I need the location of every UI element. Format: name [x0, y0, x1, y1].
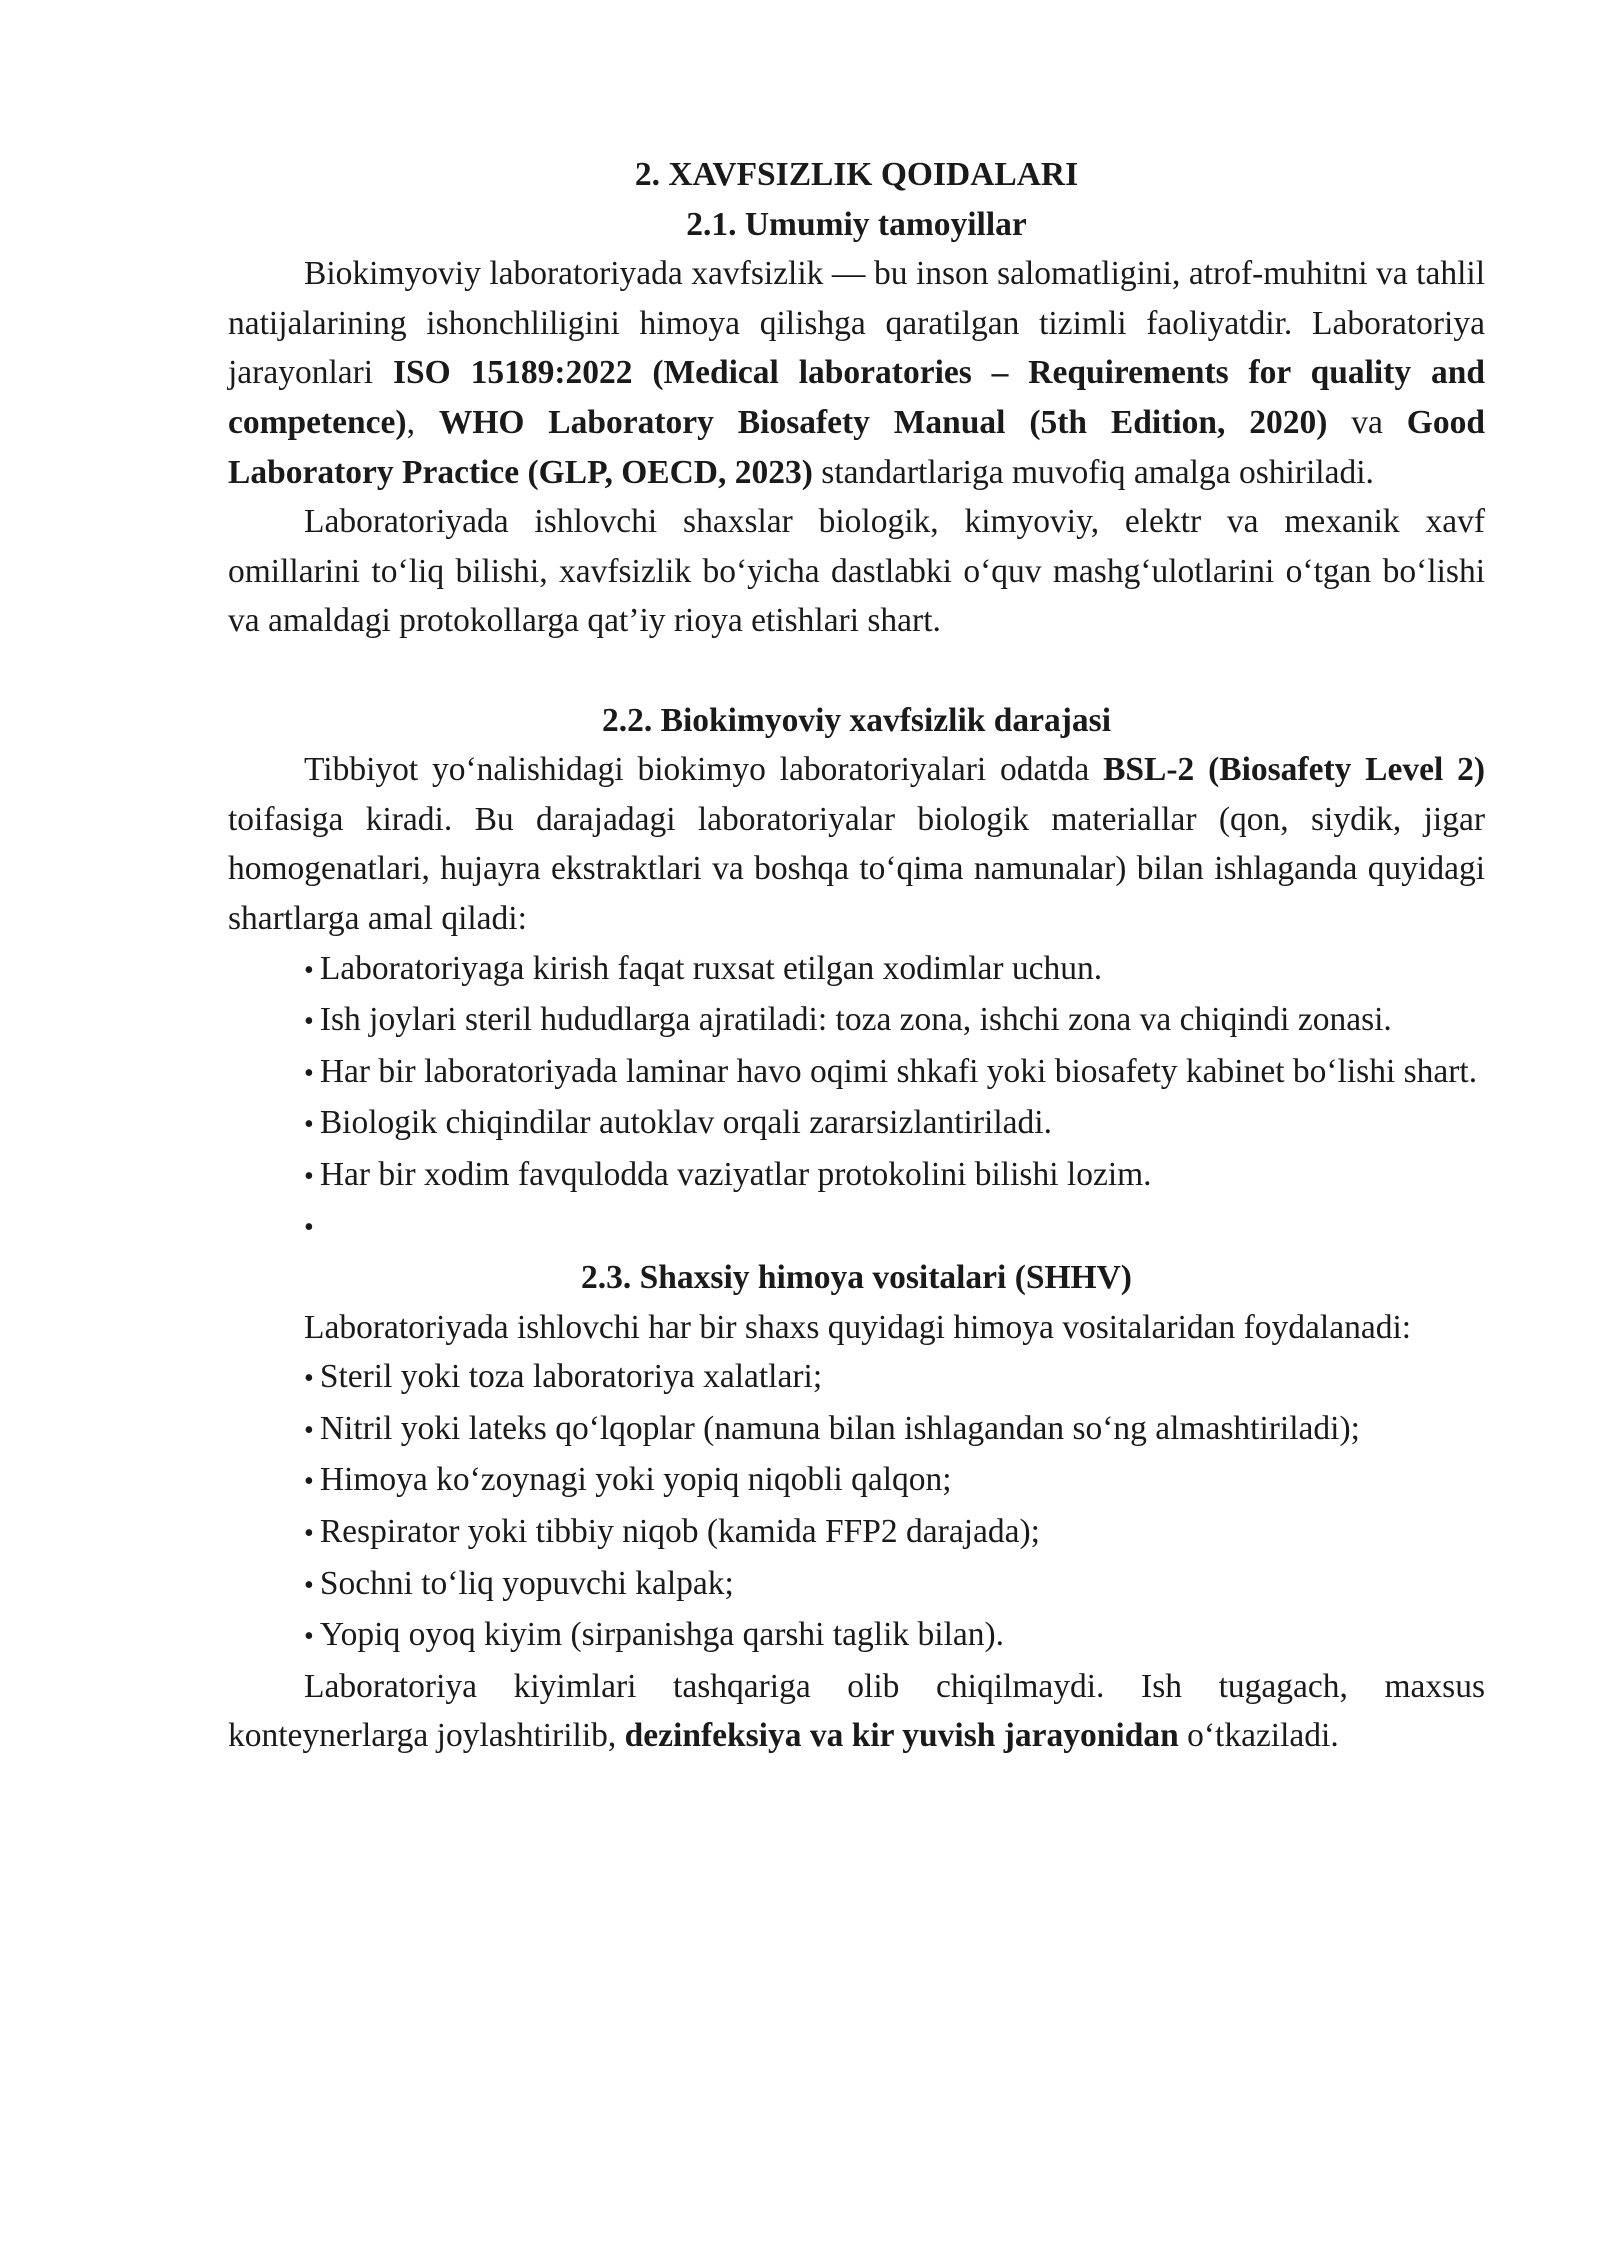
bold-run-who: WHO Laboratory Biosafety Manual (5th Edition, 2020) [438, 403, 1328, 441]
list-item [228, 1404, 1485, 1456]
list-item-text: Nitril yoki lateks qo‘lqoplar (namuna bilan ishlagandan so‘ng almashtiriladi); [319, 1409, 1360, 1447]
list-item [228, 944, 1485, 996]
bullet-icon: • [304, 1518, 314, 1550]
list-item [228, 1507, 1485, 1559]
text-run: Laboratoriya kiyimlari tashqariga olib chiqilmaydi. Ish tugagach, maxsus konteynerlarga joylashtirilib, [228, 1667, 1485, 1755]
bullet-icon: • [304, 1057, 314, 1089]
bullet-icon: • [304, 1363, 314, 1395]
list-item [228, 1352, 1485, 1404]
text-run: , [406, 403, 439, 441]
list-item [228, 1047, 1485, 1099]
list-item [228, 1098, 1485, 1150]
bold-run-glp: Good Laboratory Practice (GLP, OECD, 2023) [228, 403, 1485, 491]
bullet-icon: • [304, 1414, 314, 1446]
bullet-icon: • [304, 1109, 314, 1141]
list-item-text: Har bir xodim favqulodda vaziyatlar protokolini bilishi lozim. [319, 1155, 1152, 1193]
bullet-icon: • [304, 1212, 314, 1244]
list-item-empty [228, 1201, 1485, 1253]
list-item [228, 1610, 1485, 1662]
list-item [228, 995, 1485, 1047]
list-item-text: Yopiq oyoq kiyim (sirpanishga qarshi taglik bilan). [319, 1616, 1005, 1654]
paragraph-bsl2 [228, 745, 1485, 943]
bold-run-iso: ISO 15189:2022 (Medical laboratories – Requirements for quality and competence) [228, 354, 1485, 441]
list-item-text: Laboratoriyaga kirish faqat ruxsat etilgan xodimlar uchun. [319, 949, 1103, 987]
paragraph-general-principles [228, 249, 1485, 497]
text-run: toifasiga kiradi. Bu darajadagi laboratoriyalar biologik materiallar (qon, siydik, jigar homogenatlari, hujayra ekstraktlari va boshqa to‘qima namunalar) bilan ishlaganda quyidagi shartlarga amal qiladi: [228, 800, 1485, 937]
list-item-text: Respirator yoki tibbiy niqob (kamida FFP2 darajada); [319, 1513, 1040, 1551]
bullet-icon: • [304, 1160, 314, 1192]
bullet-icon: • [304, 1006, 314, 1038]
bold-run-disinfection: dezinfeksiya va kir yuvish jarayonidan [624, 1717, 1179, 1755]
list-item [228, 1150, 1485, 1202]
subsection-title-2-2: 2.2. Biokimyoviy xavfsizlik darajasi [601, 701, 1112, 739]
list-item-text: Ish joylari steril hududlarga ajratiladi: toza zona, ishchi zona va chiqindi zonasi. [319, 1001, 1392, 1039]
subsection-title-2-1: 2.1. Umumiy tamoyillar [686, 205, 1027, 243]
list-item [228, 1559, 1485, 1611]
list-item-text: Steril yoki toza laboratoriya xalatlari; [319, 1358, 823, 1396]
list-item-text: Har bir laboratoriyada laminar havo oqimi shkafi yoki biosafety kabinet bo‘lishi shart. [319, 1052, 1478, 1090]
paragraph-ppe-intro: Laboratoriyada ishlovchi har bir shaxs quyidagi himoya vositalaridan foydalanadi: [304, 1308, 1412, 1346]
bullet-icon: • [304, 1466, 314, 1498]
text-run: standartlariga muvofiq amalga oshiriladi. [812, 453, 1374, 491]
bullet-icon: • [304, 954, 314, 986]
paragraph-staff-requirements: Laboratoriyada ishlovchi shaxslar biologik, kimyoviy, elektr va mexanik xavf omillarini to‘liq bilishi, xavfsizlik bo‘yicha dastlabki o‘quv mashg‘ulotlarini o‘tgan bo‘lishi va amaldagi protokollarga qat’iy rioya etishlari shart. [228, 503, 1485, 640]
list-item-text: Himoya ko‘zoynagi yoki yopiq niqobli qalqon; [319, 1461, 952, 1499]
section-title: 2. XAVFSIZLIK QOIDALARI [634, 156, 1079, 193]
text-run: va [1327, 403, 1407, 441]
text-run: o‘tkaziladi. [1178, 1717, 1339, 1755]
text-run: Biokimyoviy laboratoriyada xavfsizlik — bu inson salomatligini, atrof-muhitni va tahlil natijalarining ishonchliligini himoya qilishga qaratilgan tizimli faoliyatdir. Laboratoriya jarayonlari [228, 255, 1485, 392]
paragraph-clothing-handling [228, 1662, 1485, 1761]
list-item-text: Biologik chiqindilar autoklav orqali zararsizlantiriladi. [319, 1104, 1052, 1142]
text-run: Tibbiyot yo‘nalishidagi biokimyo laboratoriyalari odatda [304, 751, 1104, 789]
subsection-title-2-3: 2.3. Shaxsiy himoya vositalari (SHHV) [581, 1259, 1132, 1297]
bullet-icon: • [304, 1621, 314, 1653]
list-item [228, 1455, 1485, 1507]
bullet-icon: • [304, 1569, 314, 1601]
list-item-text: Sochni to‘liq yopuvchi kalpak; [319, 1564, 734, 1602]
bold-run-bsl2: BSL-2 (Biosafety Level 2) [1103, 751, 1485, 789]
document-page [228, 150, 1485, 1761]
